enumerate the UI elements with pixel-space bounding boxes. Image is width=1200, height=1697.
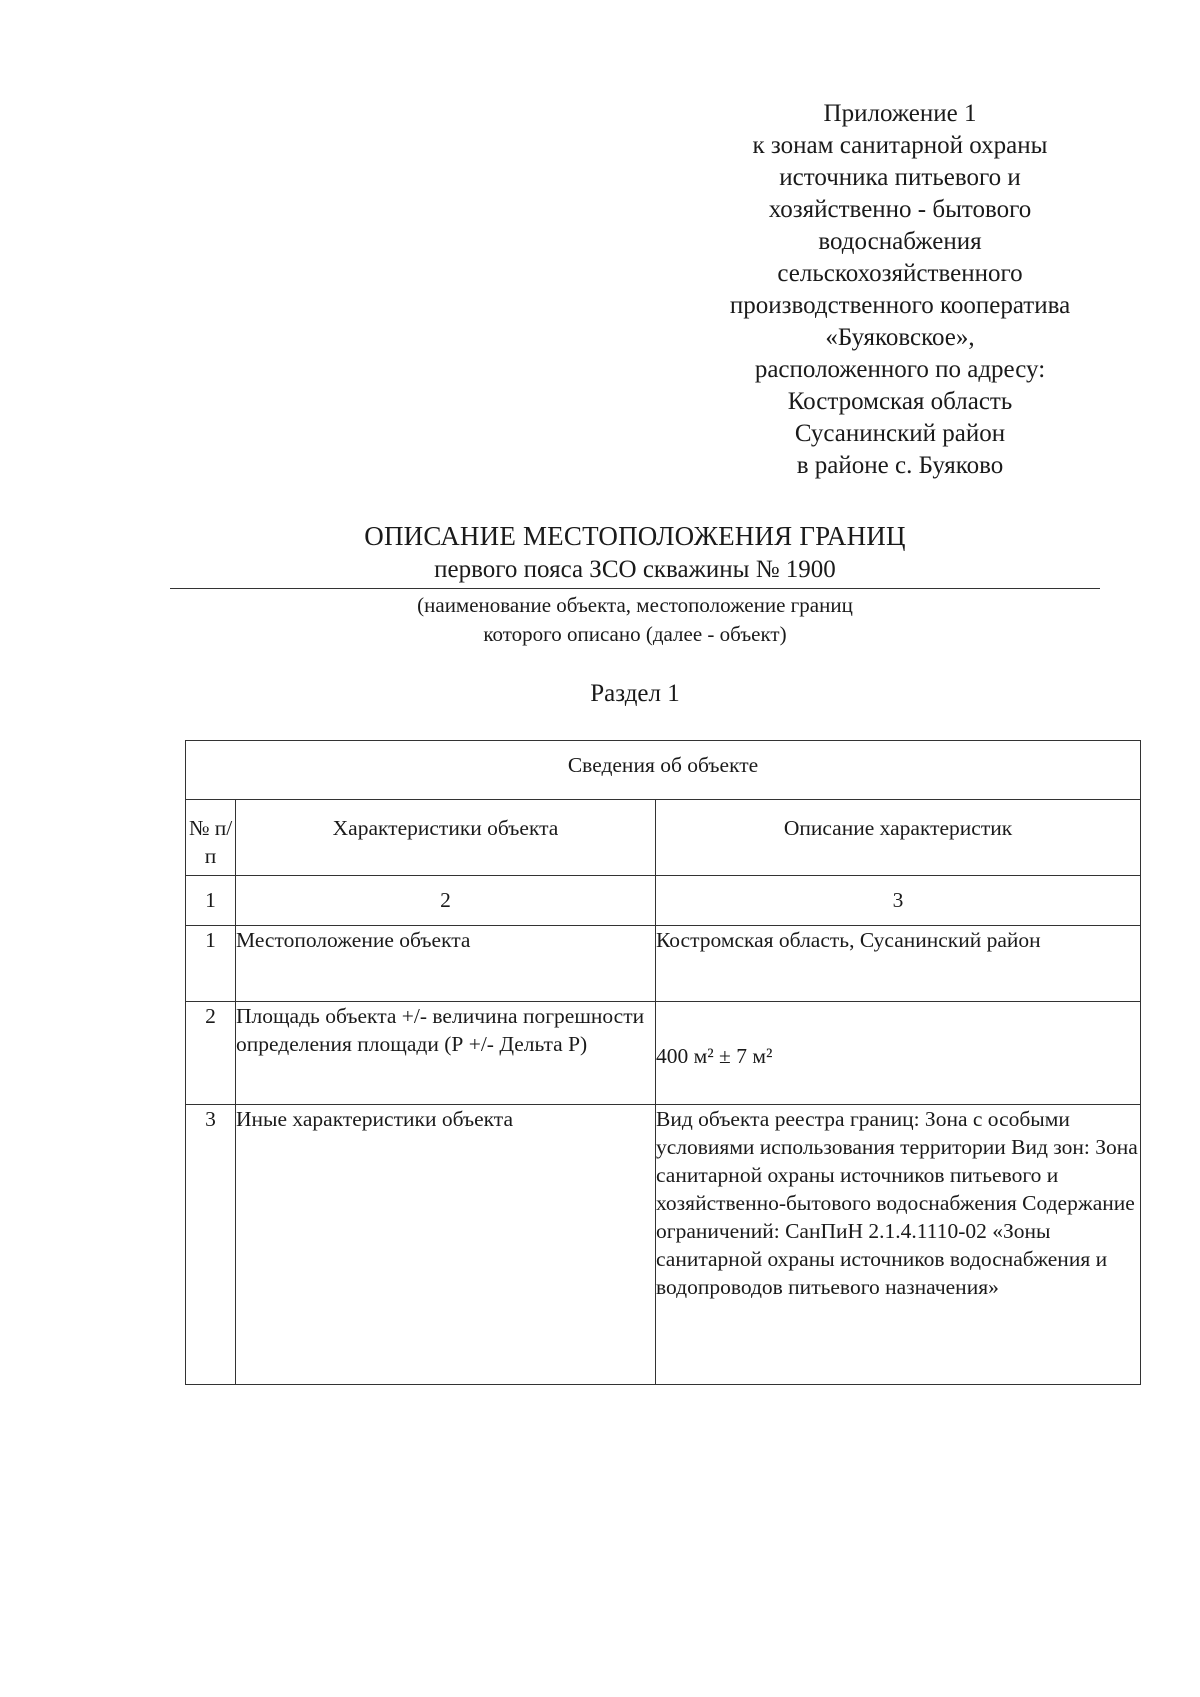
row-characteristic: Иные характеристики объекта xyxy=(236,1105,656,1385)
appendix-line: Сусанинский район xyxy=(794,420,1006,447)
appendix-line: сельскохозяйственного xyxy=(777,260,1023,287)
row-num: 3 xyxy=(186,1105,236,1385)
header-description: Описание характеристик xyxy=(783,816,1013,840)
column-index: 2 xyxy=(440,888,451,912)
document-subtitle: первого пояса ЗСО скважины № 1900 xyxy=(434,556,836,583)
underline-divider xyxy=(170,588,1100,589)
table-row xyxy=(186,1002,1141,1105)
object-info-table xyxy=(185,740,1141,1385)
subtitle-note-line-1: (наименование объекта, местоположение границ xyxy=(417,593,853,617)
header-characteristic: Характеристики объекта xyxy=(332,816,559,840)
row-num: 2 xyxy=(186,1002,236,1105)
title-block xyxy=(170,518,1100,649)
row-characteristic: Площадь объекта +/- величина погрешности определения площади (Р +/- Дельта Р) xyxy=(236,1002,656,1105)
table-caption: Сведения об объекте xyxy=(186,741,1141,800)
row-characteristic: Местоположение объекта xyxy=(236,926,656,1002)
row-description: Вид объекта реестра границ: Зона с особыми условиями использования территории Вид зон: Зона санитарной охраны источников питьевого и хозяйственно-бытового водоснабжения Содержание ограничений: СанПиН 2.1.4.1110-02 «Зоны санитарной охраны источников водоснабжения и водопроводов питьевого назначения» xyxy=(656,1105,1141,1385)
appendix-line: источника питьевого и xyxy=(779,164,1021,191)
appendix-line: Костромская область xyxy=(787,388,1013,415)
section-heading: Раздел 1 xyxy=(590,680,680,707)
document-title: ОПИСАНИЕ МЕСТОПОЛОЖЕНИЯ ГРАНИЦ xyxy=(364,521,906,551)
appendix-line: хозяйственно - бытового xyxy=(768,196,1032,223)
table-row xyxy=(186,926,1141,1002)
header-characteristic-cell xyxy=(236,800,656,876)
table-row xyxy=(186,1105,1141,1385)
appendix-line: «Буяковское», xyxy=(825,324,975,351)
appendix-line: производственного кооператива xyxy=(729,292,1071,319)
appendix-line: Приложение 1 xyxy=(823,100,977,127)
header-num: № п/п xyxy=(188,816,233,868)
table-caption-row xyxy=(186,741,1141,800)
subtitle-note-line-2: которого описано (далее - объект) xyxy=(483,622,787,646)
appendix-line: в районе с. Буяково xyxy=(796,452,1004,479)
row-num: 1 xyxy=(186,926,236,1002)
appendix-line: расположенного по адресу: xyxy=(754,356,1046,383)
appendix-line: к зонам санитарной охраны xyxy=(752,132,1048,159)
column-index-row xyxy=(186,876,1141,926)
row-description: Костромская область, Сусанинский район xyxy=(656,926,1141,1002)
header-num-cell xyxy=(186,800,236,876)
header-description-cell xyxy=(656,800,1141,876)
appendix-line: водоснабжения xyxy=(818,228,982,255)
table-header-row xyxy=(186,800,1141,876)
row-description: 400 м² ± 7 м² xyxy=(656,1002,1141,1105)
column-index: 1 xyxy=(205,888,216,912)
appendix-header xyxy=(690,98,1110,482)
column-index: 3 xyxy=(892,888,904,912)
